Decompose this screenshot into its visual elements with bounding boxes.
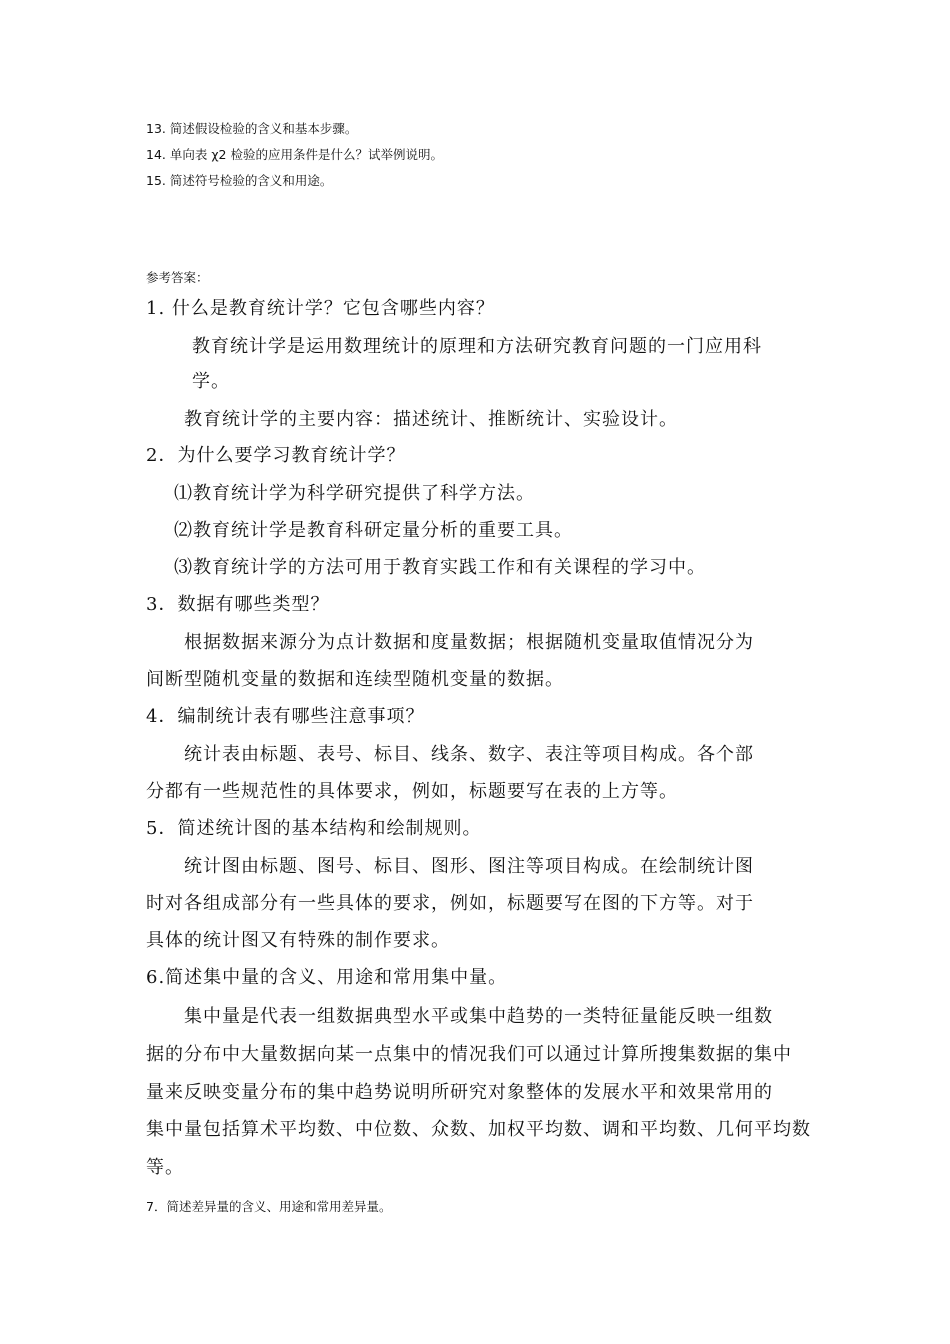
- q4-answer-line: 统计表由标题、表号、标目、线条、数字、表注等项目构成。各个部: [184, 744, 754, 765]
- q2-item: ⑴教育统计学为科学研究提供了科学方法。: [174, 483, 535, 504]
- q1-answer-line: 学。: [192, 371, 230, 392]
- q6-answer-line: 量来反映变量分布的集中趋势说明所研究对象整体的发展水平和效果常用的: [146, 1082, 773, 1103]
- q3-answer-line: 根据数据来源分为点计数据和度量数据；根据随机变量取值情况分为: [184, 632, 754, 653]
- q5-answer-line: 具体的统计图又有特殊的制作要求。: [146, 930, 450, 951]
- q6-answer-line: 等。: [146, 1157, 184, 1178]
- q2-item: ⑶教育统计学的方法可用于教育实践工作和有关课程的学习中。: [174, 557, 706, 578]
- q6-answer-line: 集中量包括算术平均数、中位数、众数、加权平均数、调和平均数、几何平均数: [146, 1119, 811, 1140]
- q2-item: ⑵教育统计学是教育科研定量分析的重要工具。: [174, 520, 573, 541]
- q3-answer-line: 间断型随机变量的数据和连续型随机变量的数据。: [146, 669, 564, 690]
- q1-answer-line: 教育统计学是运用数理统计的原理和方法研究教育问题的一门应用科: [192, 336, 762, 357]
- q6-answer-line: 集中量是代表一组数据典型水平或集中趋势的一类特征量能反映一组数: [184, 1006, 773, 1027]
- q7-title: 7．简述差异量的含义、用途和常用差异量。: [146, 1199, 392, 1214]
- q3-title: 3．数据有哪些类型？: [146, 594, 330, 615]
- q1-title: 1. 什么是教育统计学？它包含哪些内容？: [146, 298, 495, 319]
- q5-title: 5．简述统计图的基本结构和绘制规则。: [146, 818, 482, 839]
- q5-answer-line: 统计图由标题、图号、标目、图形、图注等项目构成。在绘制统计图: [184, 856, 754, 877]
- q5-answer-line: 时对各组成部分有一些具体的要求，例如，标题要写在图的下方等。对于: [146, 893, 754, 914]
- question-14: 14. 单向表 χ2 检验的应用条件是什么？试举例说明。: [146, 147, 443, 162]
- q4-answer-line: 分都有一些规范性的具体要求，例如，标题要写在表的上方等。: [146, 781, 678, 802]
- q6-answer-line: 据的分布中大量数据向某一点集中的情况我们可以通过计算所搜集数据的集中: [146, 1044, 792, 1065]
- question-13: 13. 简述假设检验的含义和基本步骤。: [146, 121, 358, 136]
- q6-title: 6.简述集中量的含义、用途和常用集中量。: [146, 967, 508, 988]
- question-15: 15. 简述符号检验的含义和用途。: [146, 173, 333, 188]
- q2-title: 2．为什么要学习教育统计学？: [146, 445, 406, 466]
- q1-answer-line: 教育统计学的主要内容：描述统计、推断统计、实验设计。: [184, 409, 678, 430]
- q4-title: 4．编制统计表有哪些注意事项？: [146, 706, 425, 727]
- answers-heading: 参考答案：: [146, 270, 209, 285]
